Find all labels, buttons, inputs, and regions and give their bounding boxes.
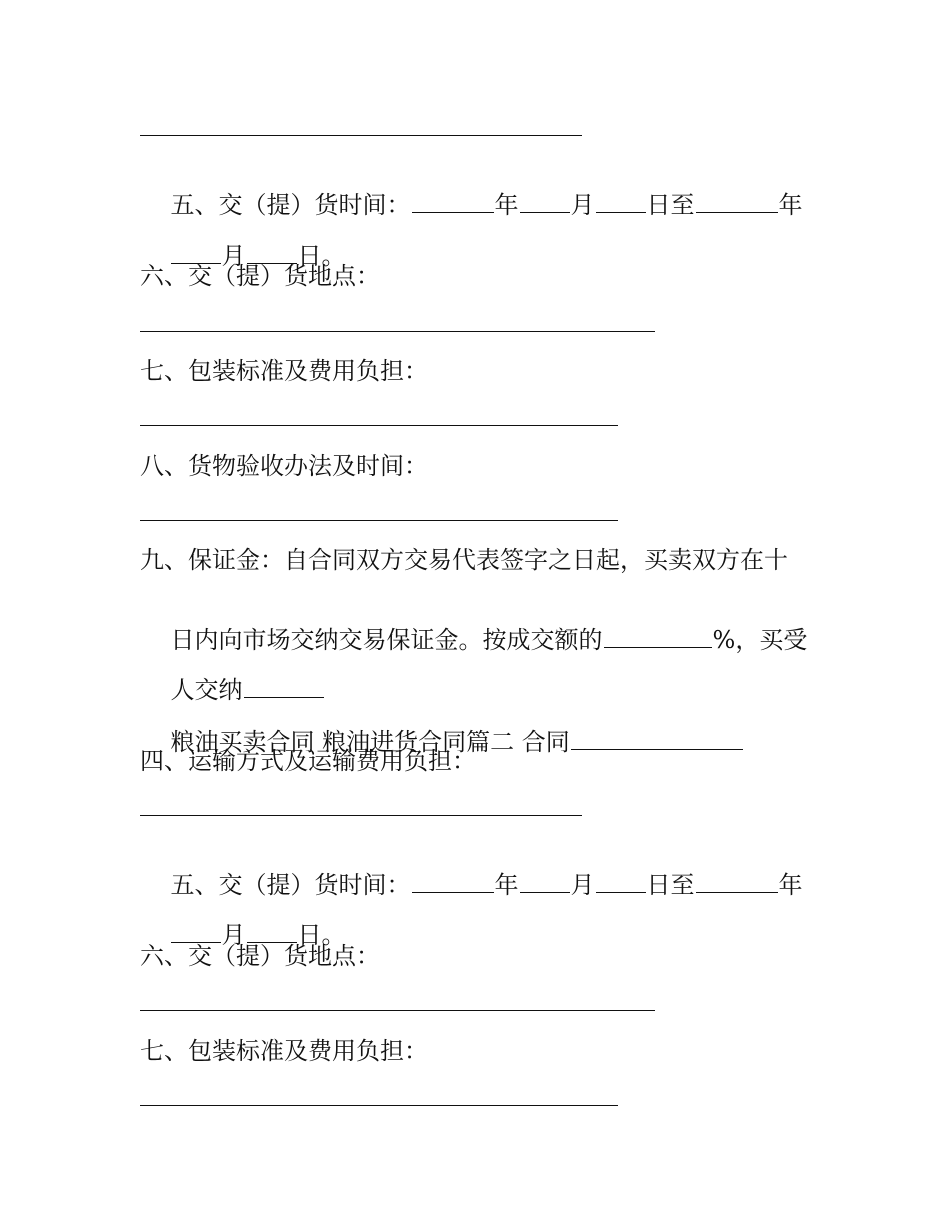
delivery-time-label: 五、交（提）货时间： [170,871,411,899]
blank-field [247,920,297,943]
blank-field [596,190,646,213]
blank-field [604,625,712,648]
blank-rule [140,425,618,426]
buyer-pays-text: 人交纳 [170,676,243,704]
blank-field [696,190,778,213]
blank-rule [140,1010,655,1011]
section-title: 粮油买卖合同 粮油进货合同篇二 合同 [170,728,570,756]
blank-field [244,675,324,698]
blank-field [696,870,778,893]
year-label: 年 [494,191,519,219]
blank-field [412,190,494,213]
month-label: 月 [221,921,246,949]
day-label: 日。 [297,242,346,270]
blank-field [171,920,221,943]
packaging-heading-2: 七、包装标准及费用负担： [140,1037,428,1065]
blank-rule [140,135,582,136]
month-label: 月 [570,871,595,899]
year-label: 年 [778,191,803,219]
packaging-heading: 七、包装标准及费用负担： [140,357,428,385]
year-label: 年 [778,871,803,899]
blank-rule [140,331,655,332]
blank-rule [140,1105,618,1106]
day-label: 日。 [297,921,346,949]
blank-field [596,870,646,893]
blank-field [520,870,570,893]
blank-field [571,727,743,750]
delivery-place-heading: 六、交（提）货地点： [140,262,380,290]
blank-rule [140,520,618,521]
blank-field [412,870,494,893]
year-label: 年 [494,871,519,899]
day-to-label: 日至 [646,871,695,899]
delivery-time-label: 五、交（提）货时间： [170,191,411,219]
day-to-label: 日至 [646,191,695,219]
blank-rule [140,815,582,816]
blank-field [520,190,570,213]
transport-heading: 四、运输方式及运输费用负担： [140,747,476,775]
deposit-text: 日内向市场交纳交易保证金。按成交额的 [170,626,603,654]
month-label: 月 [221,242,246,270]
inspection-heading: 八、货物验收办法及时间： [140,452,428,480]
percent-text: %，买受 [712,626,808,654]
deposit-line-1: 九、保证金：自合同双方交易代表签字之日起，买卖双方在十 [140,546,788,574]
delivery-place-heading-2: 六、交（提）货地点： [140,942,380,970]
month-label: 月 [570,191,595,219]
